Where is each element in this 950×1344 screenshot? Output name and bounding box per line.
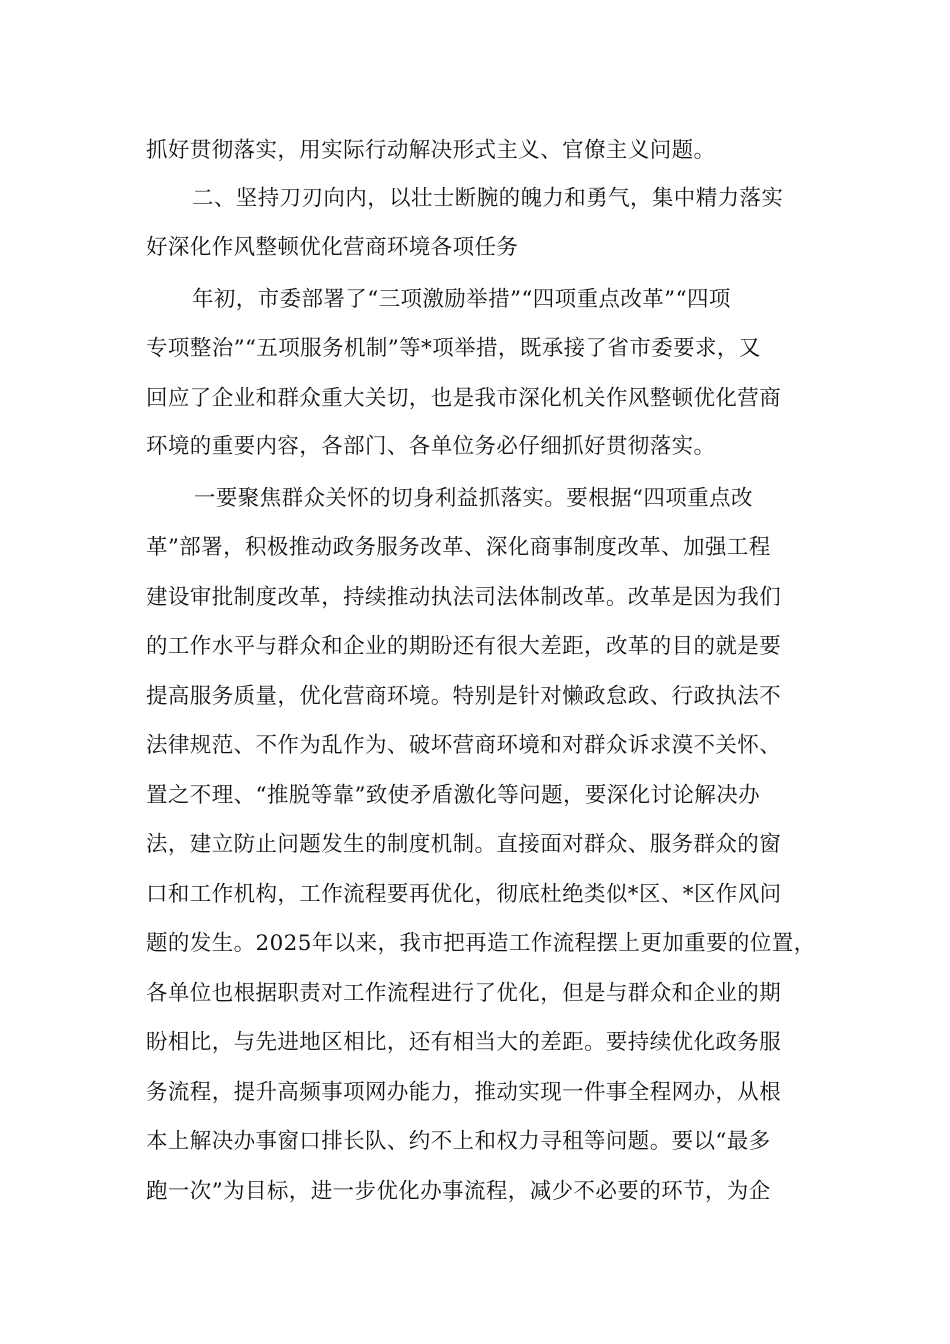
text-line-19: 盼相比，与先进地区相比，还有相当大的差距。要持续优化政务服 bbox=[146, 1030, 782, 1055]
section-heading-line-2: 好深化作风整顿优化营商环境各项任务 bbox=[146, 235, 519, 260]
text-line-10: 建设审批制度改革，持续推动执法司法体制改革。改革是因为我们 bbox=[146, 585, 782, 610]
text-line-15: 法，建立防止问题发生的制度机制。直接面对群众、服务群众的窗 bbox=[146, 832, 782, 857]
text-line-16: 口和工作机构，工作流程要再优化，彻底杜绝类似*区、*区作风问 bbox=[146, 882, 782, 907]
text-line-7: 环境的重要内容，各部门、各单位务必仔细抓好贯彻落实。 bbox=[146, 434, 716, 459]
text-line-5: 专项整治”“五项服务机制”等*项举措，既承接了省市委要求，又 bbox=[146, 336, 761, 361]
text-line-9: 革”部署，积极推动政务服务改革、深化商事制度改革、加强工程 bbox=[146, 535, 771, 560]
text-line-1: 抓好贯彻落实，用实际行动解决形式主义、官僚主义问题。 bbox=[146, 138, 716, 163]
text-line-11: 的工作水平与群众和企业的期盼还有很大差距，改革的目的就是要 bbox=[146, 634, 782, 659]
text-line-4: 年初，市委部署了“三项激励举措”“四项重点改革”“四项 bbox=[192, 287, 731, 312]
text-line-8: 一要聚焦群众关怀的切身利益抓落实。要根据“四项重点改 bbox=[194, 486, 753, 511]
text-line-20: 务流程，提升高频事项网办能力，推动实现一件事全程网办，从根 bbox=[146, 1080, 782, 1105]
text-line-12: 提高服务质量，优化营商环境。特别是针对懒政怠政、行政执法不 bbox=[146, 684, 782, 709]
text-line-14: 置之不理、“推脱等靠”致使矛盾激化等问题，要深化讨论解决办 bbox=[146, 783, 761, 808]
text-line-21: 本上解决办事窗口排长队、约不上和权力寻租等问题。要以“最多 bbox=[146, 1129, 771, 1154]
section-heading-line-1: 二、坚持刀刃向内，以壮士断腕的魄力和勇气，集中精力落实 bbox=[192, 186, 784, 211]
text-line-18: 各单位也根据职责对工作流程进行了优化，但是与群众和企业的期 bbox=[146, 981, 782, 1006]
text-line-6: 回应了企业和群众重大关切，也是我市深化机关作风整顿优化营商 bbox=[146, 386, 782, 411]
text-line-13: 法律规范、不作为乱作为、破坏营商环境和对群众诉求漠不关怀、 bbox=[146, 733, 782, 758]
text-line-17: 题的发生。2025年以来，我市把再造工作流程摆上更加重要的位置， bbox=[146, 931, 816, 956]
text-line-22: 跑一次”为目标，进一步优化办事流程，减少不必要的环节，为企 bbox=[146, 1179, 771, 1204]
